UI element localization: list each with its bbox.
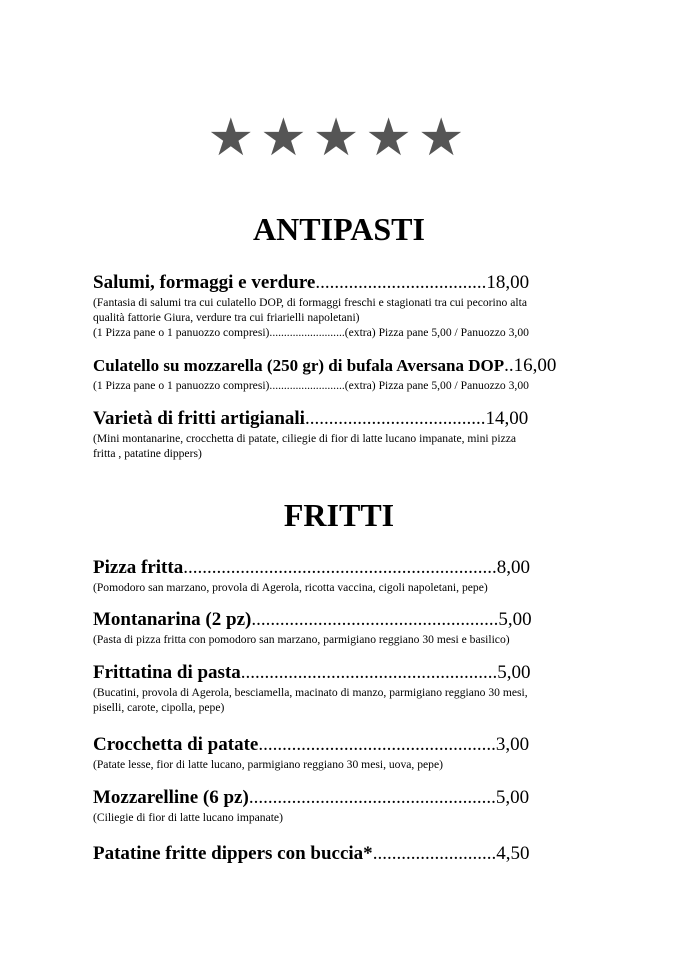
- item-leader-dots: ....................................................: [248, 787, 496, 808]
- item-leader-dots: ......................................: [304, 408, 486, 429]
- rating-stars: ★★★★★: [207, 108, 471, 168]
- menu-item: [93, 787, 585, 825]
- item-name: Mozzarelline (6 pz): [93, 787, 249, 808]
- item-price: 5,00: [495, 787, 530, 808]
- item-description: (Ciliegie di fior di latte lucano impanate): [93, 811, 283, 824]
- item-description: (1 Pizza pane o 1 panuozzo compresi)..........................(extra) Pizza pane 5,00 / Panuozzo 3,00: [93, 379, 529, 392]
- item-description: (Pasta di pizza fritta con pomodoro san marzano, parmigiano reggiano 30 mesi e basilico): [93, 633, 510, 646]
- menu-item: [93, 408, 585, 461]
- menu-item: [93, 662, 585, 715]
- item-description: (Pomodoro san marzano, provola di Agerola, ricotta vaccina, cigoli napoletani, pepe): [93, 581, 488, 594]
- menu-item: [93, 355, 585, 393]
- item-price: 3,00: [495, 734, 530, 755]
- item-name: Salumi, formaggi e verdure: [93, 272, 316, 293]
- item-description: (Mini montanarine, crocchetta di patate, ciliegie di fior di latte lucano impanate, mini pizza fritta , patatine dippers): [93, 432, 517, 460]
- menu-item: [93, 734, 585, 772]
- item-leader-dots: ..: [504, 355, 514, 376]
- item-name: Culatello su mozzarella (250 gr) di bufala Aversana DOP: [93, 356, 505, 375]
- item-name: Frittatina di pasta: [93, 662, 241, 683]
- section-title-antipasti: ANTIPASTI: [253, 211, 425, 247]
- item-price: 14,00: [485, 408, 529, 429]
- menu-item: [93, 609, 585, 647]
- item-leader-dots: ..................................................................: [183, 557, 497, 578]
- menu-item: [93, 557, 585, 595]
- item-price: 16,00: [513, 355, 557, 376]
- item-leader-dots: ..........................: [372, 843, 497, 864]
- item-name: Crocchetta di patate: [93, 734, 259, 755]
- menu-item: [93, 843, 585, 865]
- item-name: Patatine fritte dippers con buccia*: [93, 843, 373, 864]
- item-description: (Patate lesse, fior di latte lucano, parmigiano reggiano 30 mesi, uova, pepe): [93, 758, 443, 771]
- item-leader-dots: ....................................: [315, 272, 487, 293]
- item-name: Pizza fritta: [93, 557, 184, 578]
- menu-item: [93, 272, 585, 340]
- item-price: 5,00: [498, 609, 532, 630]
- section-title-fritti: FRITTI: [283, 497, 395, 533]
- item-description: (Fantasia di salumi tra cui culatello DOP, di formaggi freschi e stagionati tra cui pecorino alta qualità fattorie Giura, verdure tra cui friarielli napoletani) (1 Pizza pane o 1 panuozzo compresi)..........................(extra) Pizza pane 5,00 / Panuozzo 3,00: [93, 296, 529, 339]
- item-description: (Bucatini, provola di Agerola, besciamella, macinato di manzo, parmigiano reggiano 30 mesi, piselli, carote, cipolla, pepe): [93, 686, 528, 714]
- item-name: Varietà di fritti artigianali: [93, 408, 305, 429]
- item-leader-dots: ..................................................: [258, 734, 496, 755]
- item-leader-dots: ....................................................: [251, 609, 499, 630]
- item-name: Montanarina (2 pz): [93, 609, 252, 630]
- item-price: 8,00: [496, 557, 530, 578]
- item-price: 4,50: [496, 843, 530, 864]
- item-price: 5,00: [497, 662, 531, 683]
- item-leader-dots: ......................................................: [240, 662, 498, 683]
- item-price: 18,00: [486, 272, 530, 293]
